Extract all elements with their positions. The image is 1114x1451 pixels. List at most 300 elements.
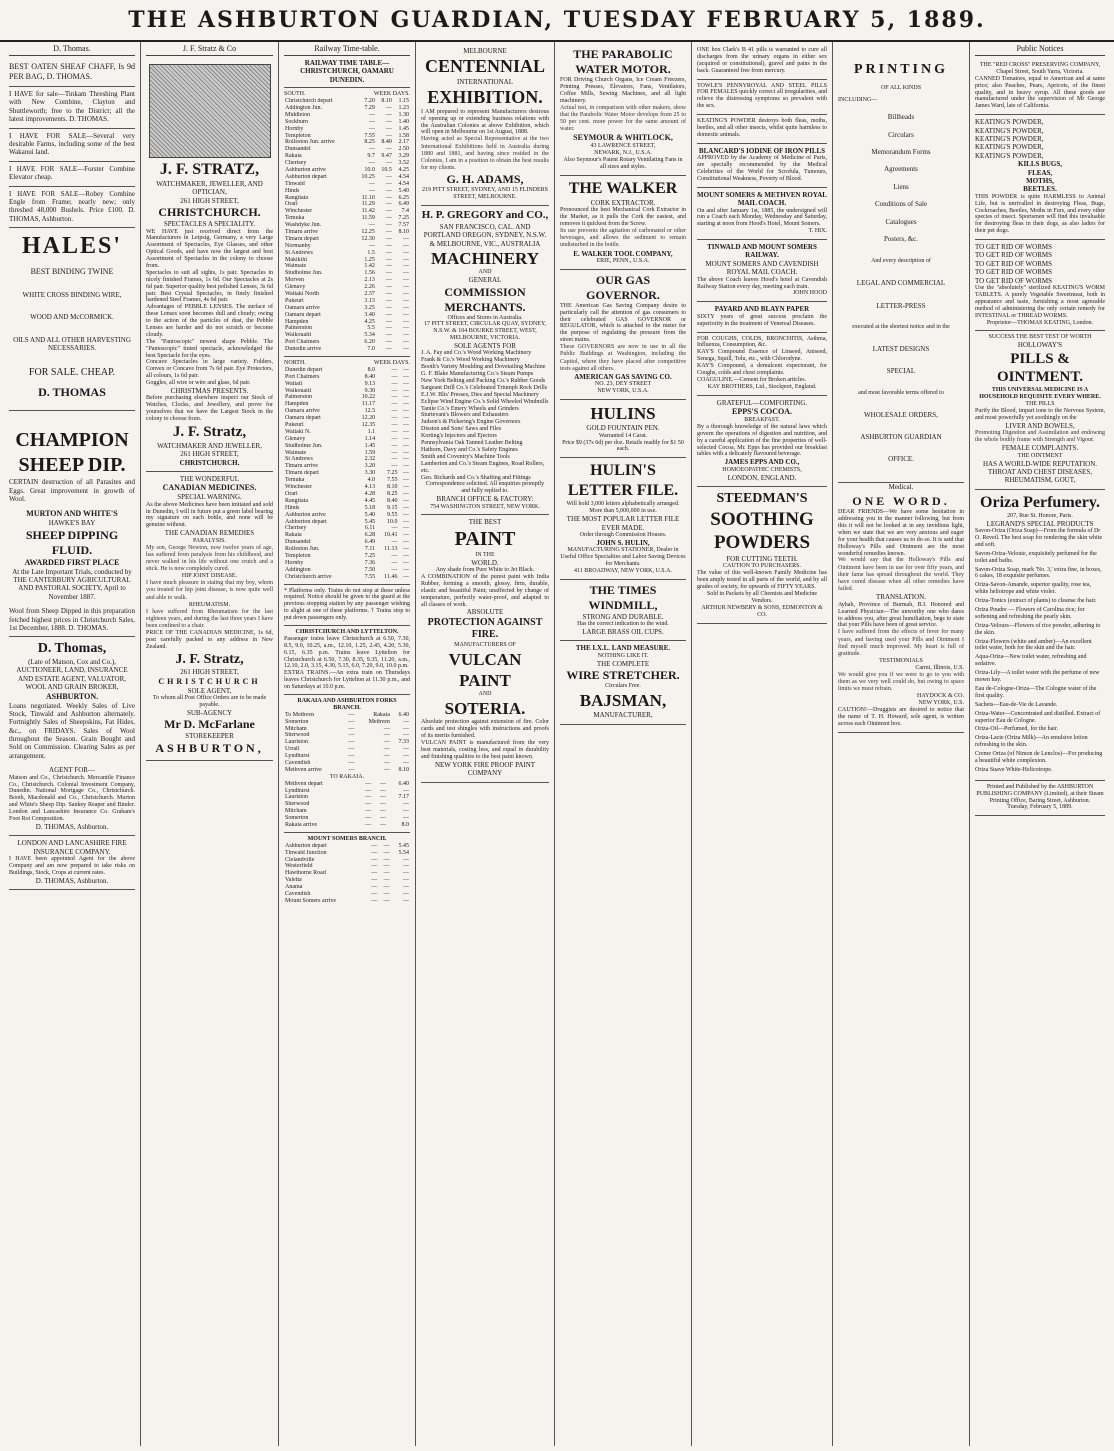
station-cell: Ashburton arrive — [285, 511, 326, 518]
washington-line: 754 WASHINGTON STREET, NEW YORK. — [430, 503, 540, 510]
time-cell: 7.33 — [398, 739, 409, 746]
south-row — [284, 222, 410, 229]
oriza-item: Oriza-Lacte (Oriza Milk)—An emulsive lotion refreshing to the skin. — [975, 735, 1088, 749]
time-cell: 8.0 — [367, 366, 376, 373]
station-cell: Waimate — [285, 263, 307, 270]
protection-line: PROTECTION AGAINST FIRE. — [427, 616, 543, 641]
time-cell: — — [385, 222, 392, 229]
time-cell: 7.57 — [398, 222, 409, 229]
time-cell: — — [385, 297, 392, 304]
extra-trains: EXTRA TRAINS.—An extra train on Thursdays leaves Christchurch for Lyttelton at 11.30 p.m., and on Saturdays at 10.0 p.m. — [284, 670, 410, 691]
column-1 — [4, 42, 141, 1446]
time-cell: — — [403, 884, 409, 891]
time-cell: — — [403, 566, 409, 573]
clarke-pills-ad: ONE box Clark's B 41 pills is warranted to cure all discharges from the urinary organs in either sex (acquired or constitutional), gravel and pains in the back. Guaranteed free from mercury. — [697, 44, 827, 80]
time-cell: — — [368, 242, 375, 249]
south-row — [284, 119, 410, 126]
dthomas-sign-2: D. THOMAS, Ashburton. — [35, 876, 109, 885]
centennial-line: CENTENNIAL — [424, 56, 546, 77]
station-cell: Oamaru depart — [285, 415, 321, 422]
station-cell: Rolleston Jun. arrive — [285, 139, 335, 146]
time-cell: 2.32 — [364, 456, 376, 463]
time-cell: — — [403, 891, 409, 898]
station-cell: Rakaia — [285, 153, 302, 160]
rakaia-row — [284, 726, 410, 733]
north-timetable — [284, 367, 410, 581]
time-cell: — — [403, 787, 409, 794]
correspondence-line: Correspondence solicited. All enquiries promptly and fully replied to. — [425, 481, 545, 495]
oriza-list — [975, 528, 1105, 774]
mount-row — [284, 857, 410, 864]
station-cell: Mount Somers arrive — [285, 897, 336, 904]
station-cell: Chertsey — [285, 160, 307, 167]
gregory-addr: SAN FRANCISCO, CAL. AND PORTLAND OREGON, SYDNEY, N.S.W. & MELBOURNE, VIC., AUSTRALIA — [423, 222, 547, 248]
trials-line: At the Late Important Trials, conducted by THE CANTERBURY AGRICULTURAL AND PASTORAL SOCIETY, April to November 1887. — [12, 567, 132, 601]
time-cell: — — [403, 559, 409, 566]
station-cell: Rolleston Jun. — [285, 546, 320, 553]
time-cell: — — [383, 842, 390, 849]
time-cell: 4.54 — [398, 180, 409, 187]
time-cell: — — [371, 849, 378, 856]
stratz-name: J. F. STRATZ, — [159, 161, 260, 178]
time-cell: — — [385, 339, 392, 346]
time-cell: 7.29 — [364, 104, 375, 111]
rakaia-row — [284, 712, 410, 719]
oriza-item: Sachets—Eau-de-Vie de Lavande. — [975, 701, 1058, 708]
station-cell: Sherwood — [285, 732, 310, 739]
time-cell: — — [371, 842, 378, 849]
correct-line: Has the correct indication to the wind. — [577, 621, 669, 628]
oriza-heading: Oriza Perfumery. — [980, 493, 1100, 511]
letter-file-body: Will hold 3,000 letters alphabetically arranged. More than 5,000,000 in use. — [566, 501, 680, 515]
elevator-ad: I HAVE FOR SALE—Forster Combine Elevator cheap. — [9, 162, 135, 187]
popular-line: THE MOST POPULAR LETTER FILE EVER MADE. — [566, 515, 680, 532]
station-cell: Rakaia — [285, 532, 302, 539]
oriza-item: Oriza-Lily—A toilet water with the perfume of new mown hay. — [975, 670, 1100, 684]
mount-somers-timetable — [284, 843, 410, 905]
time-cell: 11.29 — [361, 201, 375, 208]
worms-list — [975, 243, 1105, 285]
worms-line: TO GET RID OF WORMS — [975, 268, 1053, 277]
north-row — [284, 505, 410, 512]
column-3 — [279, 42, 416, 1446]
translation-body: Ayhab, Province of Burmah, B.I. Honored and Learned Physician—The unworthy one who dares to address you, after great humiliation, begs to state that your Pills have been of great service. — [838, 601, 964, 629]
teeth-line: FOR CUTTING TEETH. — [726, 555, 798, 564]
time-cell: — — [403, 394, 409, 401]
south-row — [284, 277, 410, 284]
pills-body: Purify the Blood, impart tone to the Nervous System, and most powerfully yet soothingly on the — [975, 407, 1105, 421]
station-cell: Ashburton depart — [285, 173, 327, 180]
combine-ad: I HAVE FOR SALE—Robey Combine Engle from Frame; nearly new; only threshed 48,000 Bushels. Price £100. D. THOMAS, Ashburton. — [9, 187, 135, 229]
spectacles-body: WE HAVE just received direct from the Manufacturers in Leipsig, Germany, a very Large Assortment of Spectacles, Eye Glasses, and other Optical Goods, and have now the largest and best Assortment of Spectacles in the colony to choose from. — [146, 228, 273, 270]
station-cell: Westerfield — [285, 863, 313, 870]
station-cell: Tinwald Junction — [285, 849, 327, 856]
station-cell: Mitcham — [285, 725, 307, 732]
commission-line: COMMISSION MERCHANTS. — [444, 284, 526, 314]
parabolic-heading: THE PARABOLIC WATER MOTOR. — [573, 47, 673, 76]
time-cell: 8.10 — [398, 766, 409, 773]
time-cell: 8.10 — [386, 484, 398, 491]
rakaia-row — [284, 760, 410, 767]
time-cell: — — [383, 870, 390, 877]
time-cell: — — [391, 463, 398, 470]
of-all-kinds-line: OF ALL KINDS — [880, 84, 922, 91]
time-cell: 10.0 — [386, 518, 398, 525]
stratz-city-3: CHRISTCHURCH — [158, 676, 261, 686]
dey-line: NO. 23, DEY STREET — [594, 381, 652, 388]
time-cell: 3.25 — [364, 304, 375, 311]
wood-line: WOOD AND McCORMICK. — [30, 313, 114, 322]
printing-item: Catalogues — [885, 217, 917, 226]
time-cell: 12.20 — [361, 415, 376, 422]
station-cell: Palmerston — [285, 394, 312, 401]
to-rakaia-row — [284, 781, 410, 788]
time-cell: 1.45 — [398, 125, 409, 132]
time-cell: — — [379, 794, 386, 801]
time-cell: — — [391, 401, 398, 408]
station-cell: Lauriston — [285, 794, 308, 801]
time-cell: — — [403, 366, 409, 373]
time-cell: 2.17 — [398, 139, 409, 146]
oriza-item: Eau de-Cologne-Oriza—The Cologne water of the first quality. — [975, 685, 1097, 699]
station-cell: Waitaki North — [285, 291, 320, 297]
station-cell: Rangitata — [285, 194, 308, 201]
north-row — [284, 443, 410, 450]
time-cell: 1.58 — [398, 132, 409, 139]
north-row — [284, 567, 410, 574]
gas-heading: OUR GAS GOVERNOR. — [586, 272, 660, 302]
mount-row — [284, 877, 410, 884]
seymour-name: SEYMOUR & WHITLOCK, — [573, 133, 673, 143]
station-cell: Addington Jun. — [285, 104, 323, 111]
time-cell: 7.11 — [364, 546, 376, 553]
station-cell: Mitcham — [285, 808, 307, 815]
time-cell: — — [403, 511, 409, 518]
oriza-item: Aqua-Oriza—New toilet water, refreshing and sedative. — [975, 654, 1087, 668]
station-cell: Cavendish — [285, 891, 311, 898]
throat-line: THROAT AND CHEST DISEASES, — [988, 468, 1092, 477]
time-cell: — — [403, 552, 409, 559]
time-cell: 7.25 — [386, 470, 398, 477]
south-row — [284, 215, 410, 222]
time-cell: — — [403, 504, 409, 511]
melbourne-line: MELBOURNE — [463, 47, 507, 55]
dthomas-heading: D. Thomas, — [37, 641, 107, 657]
north-row — [284, 367, 410, 374]
time-cell: 7.55 — [364, 132, 375, 139]
time-cell: 6.49 — [398, 201, 409, 208]
south-row — [284, 319, 410, 326]
time-cell: 11.17 — [361, 401, 376, 408]
lyttelton-heading: CHRISTCHURCH AND LYTTELTON. — [295, 628, 399, 635]
north-row — [284, 546, 410, 553]
station-cell: Lauriston — [285, 739, 308, 746]
time-cell: — — [403, 249, 409, 256]
rheum-line: RHEUMATISM, GOUT, — [1004, 476, 1076, 485]
time-cell: — — [403, 256, 409, 263]
time-cell: — — [348, 732, 355, 739]
time-cell: — — [403, 277, 409, 284]
time-cell: 9.13 — [364, 380, 376, 387]
time-cell: 12.30 — [361, 235, 375, 242]
station-cell: Lyndhurst — [285, 787, 310, 794]
oriza-item: Oriza Poudre — Flowers of Carolina rice; for softening and refreshing the pearly skin. — [975, 607, 1085, 620]
holloway-body: THIS UNIVERSAL MEDICINE IS A HOUSEHOLD REQUISITE EVERY WHERE. — [979, 387, 1101, 401]
kay-text-1: KAY'S Compound Essence of Linseed, Aniseed, Senega, Squill, Tolu, etc., with Chlorodyne. — [697, 349, 827, 363]
wonderful-line: THE WONDERFUL — [179, 474, 240, 483]
station-cell: Winchester — [285, 484, 313, 491]
kay-text-2: KAY'S Compound, a demulcent expectorant, for Coughs, colds and chest complaints. — [697, 363, 827, 376]
agent-item: E.J.W. Blis' Presses, Dies and Special Machinery — [421, 391, 539, 398]
time-cell: — — [403, 435, 409, 442]
south-row — [284, 312, 410, 319]
south-timetable — [284, 98, 410, 353]
steedman-line: STEEDMAN'S — [716, 491, 808, 507]
time-cell: — — [385, 208, 392, 215]
keating-line: KEATING'S POWDER, — [975, 143, 1044, 152]
south-row — [284, 284, 410, 291]
station-cell: Waikouaiti — [285, 387, 312, 394]
time-cell: 8.10 — [381, 98, 392, 105]
mount-row — [284, 863, 410, 870]
time-cell: 1.5 — [367, 249, 375, 256]
worms-line: TO GET RID OF WORMS — [975, 276, 1053, 285]
adams-name: G. H. ADAMS, — [446, 172, 524, 187]
jeweller-shop-engraving — [149, 64, 271, 158]
newark-line: NEWARK, N.J., U.S.A. — [594, 150, 652, 157]
time-cell: — — [348, 753, 355, 760]
time-cell: — — [391, 559, 398, 566]
station-cell: Ashburton arrive — [285, 166, 326, 173]
blayn-body: SIXTY years of great success proclaim the superiority in the treatment of Venereal Diseases. — [697, 313, 827, 327]
station-cell: Pukeuri — [285, 422, 304, 429]
printing-item: Memorandum Forms — [871, 148, 931, 157]
time-cell: 9.55 — [386, 511, 398, 518]
agent-item: Lamberton and Co.'s Steam Engines, Road Rollers, etc. — [421, 460, 545, 474]
time-cell: 9.7 — [367, 153, 375, 160]
station-cell: Port Chalmers — [285, 339, 320, 346]
pantoscopic-text: The "Pantoscopic" newest shape Pebble. The "Pantoscopic" tinted spectacle, acknowledged the best Spectacle for the eyes. — [146, 338, 273, 359]
column-8: Public Notices THE "RED CROSS" PRESERVING COMPANY, Chapel Street, South Yarra, Victoria. CANNED Tomatoes, equal to American and at same price; also Peaches, Pears, Apricots, of the finest quality, and in heavy syrup. All these goods are manufactured under the supervision of Mr George James Ward, late of California. KEATING'S POWDER, KEATING'S POWDER, KEATING'S POWDER, KEATING'S POWDER, KEATING'S POWDER, KILLS BUGS, FLEAS, MOTHS, BEETLES. THIS POWDER is quite HARMLESS to Animal Life, but is unrivalled in destroying Fleas, Bugs, Cockroaches, Beetles, Moths in Furs, and every other species of insect. Sportsmen will find this invaluable for destroying fleas in their dogs, as also ladies for their pet dogs. TO GET RID OF WORMS TO GET RID OF WORMS TO GET RID OF WORMS TO GET RID OF WORMS TO GET RID OF WORMS Use the "absolutely" sterilized KEATING'S WORM TABLETS. A purely Vegetable Sweetmeat, both in appearance and taste, furnishing a most agreeable method of administering the only certain remedy for INTESTINAL or THREAD WORMS. Proprietor—THOMAS KEATING, London. SUCCESS THE BEST TEST OF WORTH HOLLOWAY'S PILLS & OINTMENT. THIS UNIVERSAL MEDICINE IS A HOUSEHOLD REQUISITE EVERY WHERE. THE PILLS Purify the Blood, impart tone to the Nervous System, and most powerfully yet soothingly on the LIVER AND BOWELS, Promoting Digestion and Assimilation and endowing the whole bodily frame with Strength and Vigour. FEMALE COMPLAINTS. THE OINTMENT HAS A WORLD-WIDE REPUTATION. THROAT AND CHEST DISEASES, RHEUMATISM, GOUT, Oriza Perfumery. 207, Rue St. Honore, Paris. LEGRAND'S SPECIAL PRODUCTS Savon-Oriza (Oriza Soap)—From the formula of Dr O. Reveil. The best soap for rendering the skin white and soft. Savon-Oriza-Veloute, exquisitely perfumed for the toilet and baths. Savon-Oriza Soap, mark 'No. 3,' extra fine, in boxes, 6 cakes, 18 exquisite perfumes. Oriza-Savon-Amande, superior quality, rose tea, white heliotrope and white violet. Oriza-Tonics (extract of plants) to cleanse the hair. Oriza Poudre — Flowers of Carolina rice; for softening and refreshing the pearly skin. Oriza-Velours—Flowers of rice powder, adhering to the skin. Oriza-Flowers (white and amber)—An excellent toilet water, both for the skin and the hair. Aqua-Oriza—New toilet water, refreshing and sedative. Oriza-Lily—A toilet water with the perfume of new mown hay. Eau de-Cologne-Oriza—The Cologne water of the first quality. Sachets—Eau-de-Vie de Lavande. Oriza-Water—Concentrated and distilled. Extract of superior Eau de Cologne. Oriza-Oil—Perfumed, for the hair. Oriza-Lacte (Oriza Milk)—An emulsive lotion refreshing to the skin. Creme Oriza (of Nimon de Lenclos)—For producing a beautiful white complexion. Oriza Suave White-Helicotrope. Printed and Published by the ASHBURTON PUBLISHING COMPANY (Limited), at their Steam Printing Office, Baring Street, Ashburton. Tuesday, February 5, 1889. — [970, 42, 1110, 1446]
station-cell: Rakaia arrive — [285, 822, 318, 829]
murton-line: MURTON AND WHITE'S — [26, 509, 118, 519]
international-line: INTERNATIONAL — [457, 77, 513, 86]
steedman-body: The value of this well-known Family Medicine has been amply tested in all parts of the world, and by all grades of society, for upwards of FIFTY YEARS. — [697, 570, 827, 591]
time-cell: — — [385, 194, 392, 201]
printed-line: Printed and Published by the ASHBURTON PUBLISHING COMPANY (Limited), at their Steam Printing Office, Baring Street, Ashburton. — [976, 783, 1104, 804]
time-cell: — — [385, 332, 392, 339]
time-cell: — — [403, 746, 409, 753]
south-row — [284, 263, 410, 270]
time-cell: — — [391, 456, 398, 463]
time-cell: — — [403, 242, 409, 249]
time-cell: — — [385, 201, 392, 208]
ixl-heading: THE I.X.L. LAND MEASURE. — [575, 644, 671, 653]
time-cell: — — [403, 235, 409, 242]
mcfarlane-line: Mr D. McFarlane — [164, 717, 255, 732]
mount-somers-heading: MOUNT SOMERS & METHVEN ROYAL MAIL COACH. — [697, 190, 827, 208]
time-cell: — — [391, 428, 398, 435]
station-cell: Rangitata — [285, 497, 308, 504]
stratz-street: 261 HIGH STREET, — [180, 196, 239, 205]
hulin-name: JOHN S. HULIN, — [596, 538, 650, 547]
time-cell: 8.40 — [364, 373, 376, 380]
threshing-plant-ad: I HAVE for sale—Tinkam Threshing Plant with New Combine, Clayton and Shuttleworth; free to the District; all the latest improvements. D. THOMAS. — [9, 87, 135, 129]
christmas-body: Before purchasing elsewhere inspect our Stock of Watches, Clocks, and Jewellery, and prove for yourselves that we have the Largest Stock in the colony to choose from. — [146, 395, 273, 423]
time-cell: — — [365, 780, 372, 787]
goggles-text: Goggles, all wire or wire and glass, 6d pair. — [146, 380, 251, 387]
time-cell: — — [403, 870, 409, 877]
time-cell: 5.40 — [364, 511, 376, 518]
oils-line: OILS AND ALL OTHER HARVESTING NECESSARIES. — [13, 335, 131, 353]
time-cell: — — [379, 801, 386, 808]
general-line: GENERAL — [468, 276, 502, 285]
time-cell: — — [348, 760, 355, 766]
storekeeper-line: STOREKEEPER — [185, 732, 234, 741]
time-cell: 9.15 — [386, 504, 398, 511]
time-cell: — — [383, 725, 390, 732]
time-cell: — — [391, 422, 398, 429]
time-cell: 1.14 — [364, 435, 376, 442]
manufacturer-line: MANUFACTURER, — [593, 711, 653, 720]
station-cell: Dunedin arrive — [285, 346, 322, 353]
south-row — [284, 257, 410, 264]
and-line-2: AND — [478, 691, 492, 698]
station-cell: Anama — [285, 884, 303, 891]
time-cell: — — [379, 822, 386, 829]
north-row — [284, 539, 410, 546]
time-cell: 2.37 — [364, 291, 375, 297]
grateful-line: GRATEFUL—COMFORTING. — [716, 398, 808, 407]
station-cell: Somerton — [285, 718, 309, 725]
time-cell: — — [403, 863, 409, 870]
column-header: Railway Time-table. — [284, 44, 410, 56]
time-cell: 7.25 — [398, 215, 409, 222]
time-cell: — — [348, 718, 355, 725]
time-cell: — — [365, 808, 372, 815]
north-row — [284, 415, 410, 422]
south-row — [284, 167, 410, 174]
south-row — [284, 105, 410, 112]
in-the-line: IN THE — [475, 551, 495, 558]
north-row — [284, 456, 410, 463]
printing-item: Billheads — [887, 113, 915, 122]
worms-line: TO GET RID OF WORMS — [975, 243, 1053, 252]
timetable-notes: * Platforms only. Trains do not stop at these unless required. Notice should be given to the guard at the previous stopping station by any passenger wishing to alight at one of these platforms. † Trains stop to put down passengers only. — [284, 587, 410, 622]
station-cell: Orari — [285, 490, 298, 497]
column-header: D. Thomas. — [9, 44, 135, 56]
north-row — [284, 512, 410, 519]
time-cell: 2.50 — [398, 146, 409, 153]
time-cell: 3.40 — [364, 311, 375, 318]
time-cell: 4.25 — [398, 166, 409, 173]
time-cell: 3.52 — [398, 160, 409, 167]
oriza-item: Oriza-Savon-Amande, superior quality, rose tea, white heliotrope and white violet. — [975, 582, 1092, 596]
south-row — [284, 243, 410, 250]
medical-heading: Medical. — [888, 482, 914, 491]
kay-bros-line: KAY BROTHERS, Ltd., Stockport, England. — [707, 383, 817, 390]
time-cell: — — [385, 249, 392, 256]
latest-designs-line: LATEST DESIGNS — [872, 344, 930, 353]
station-cell: Hawthorne Road — [285, 870, 326, 877]
time-cell: — — [403, 387, 409, 394]
oriza-item: Oriza-Oil—Perfumed, for the hair. — [975, 726, 1059, 733]
awarded-line: AWARDED FIRST PLACE — [24, 557, 120, 567]
to-rakaia-row — [284, 801, 410, 808]
station-cell: Dunsandel — [285, 146, 311, 153]
north-row — [284, 450, 410, 457]
time-cell: — — [368, 160, 375, 167]
time-cell: — — [403, 484, 409, 491]
north-row — [284, 436, 410, 443]
time-cell: — — [385, 284, 392, 291]
time-cell: — — [385, 132, 392, 139]
spectacle-prices: Spectacles to suit all sights, 1s pair. Spectacles in nicely finished Frames, 1s 6d. Our Spectacles at 2s 6d pair. Superior quality best polished Lenses, 3s 6d pair. Best Crystal Spectacles, in finely finished hardened Steel Frames, 4s 6d pair. — [146, 269, 273, 304]
station-cell: Timaru depart — [285, 470, 319, 477]
time-cell: — — [391, 387, 398, 394]
warning-line: SPECIAL WARNING. — [177, 493, 242, 502]
late-of-line: (Late of Matson, Cox and Co.), — [28, 657, 116, 666]
time-cell: — — [403, 525, 409, 532]
chaff-ad: BEST OATEN SHEAF CHAFF, Is 9d PER BAG, D. THOMAS. — [9, 59, 135, 87]
station-cell: Somerton — [285, 815, 309, 822]
time-cell: — — [348, 725, 355, 732]
fleas-line: FLEAS, — [1027, 168, 1053, 177]
keating-line: KEATING'S POWDER, — [975, 118, 1044, 127]
appointed-text: I HAVE been appointed Agent for the above Company and am now prepared to take risks on Buildings, Stock, Crops at current rates. — [9, 856, 135, 876]
time-cell: — — [365, 794, 372, 801]
machinery-line: MACHINERY — [430, 248, 539, 268]
certain-text: CERTAIN destruction of all Parasites and Eggs. Great improvement in growth of Wool. — [9, 478, 135, 503]
time-cell: 4.28 — [364, 490, 376, 497]
time-cell: — — [391, 394, 398, 401]
cups-line: LARGE BRASS OIL CUPS. — [582, 628, 664, 637]
letterpress-line: LETTER-PRESS — [876, 301, 926, 310]
canned-body: CANNED Tomatoes, equal to American and at same price; also Peaches, Pears, Apricots, of the finest quality, and in heavy syrup. All these goods are manufactured under the supervision of Mr George James Ward, late of California. — [975, 75, 1105, 110]
to-rakaia-timetable — [284, 781, 410, 829]
agent-item: Pennsylvania Oak Tanned Leather Belting — [421, 440, 523, 447]
soteria-body: Absolute protection against extension of fire. Color cards and test shingles with instructions and proofs of its merits furnished. — [421, 719, 549, 740]
time-cell: — — [403, 477, 409, 484]
kills-line: KILLS BUGS, — [1018, 160, 1062, 169]
time-cell: 10.0 — [364, 166, 375, 173]
time-cell: — — [403, 449, 409, 456]
epps-body: By a thorough knowledge of the natural laws which govern the operations of digestion and nutrition, and by a careful application of the fine properties of well-selected Cocoa, Mr. Epps has provided our breakfast tables with a delicately flavoured beverage. — [697, 423, 827, 458]
time-cell: — — [371, 870, 378, 877]
weekdays-label-2: WEEK DAYS. — [373, 360, 410, 367]
time-cell: — — [403, 422, 409, 429]
oriza-item: Creme Oriza (of Nimon de Lenclos)—For producing a beautiful white complexion. — [975, 751, 1103, 764]
oriza-item: Oriza-Tonics (extract of plants) to cleanse the hair. — [975, 598, 1097, 605]
station-cell: Timaru arrive — [285, 463, 318, 470]
agent-item: Frank & Co.'s Wood Working Machinery — [421, 357, 520, 364]
station-cell: Hampden — [285, 401, 309, 408]
time-cell: — — [403, 339, 409, 346]
legrand-line: LEGRAND'S SPECIAL PRODUCTS — [986, 519, 1094, 528]
dthomas-sign: D. THOMAS, Ashburton. — [35, 822, 109, 831]
letter-file-heading: HULIN'S LETTER FILE. — [567, 462, 679, 500]
station-cell: Hinds — [285, 187, 300, 194]
complete-line: THE COMPLETE — [596, 659, 650, 668]
mount-row — [284, 891, 410, 898]
mount-row — [284, 870, 410, 877]
station-cell: Morven — [285, 277, 304, 284]
time-cell: — — [385, 263, 392, 270]
mount-somers-body: On and after January 1st, 1885, the undersigned will run a Coach each Monday, Wednesday and Saturday, starting at noon from Hood's Hotel, Mount Somers. — [697, 207, 827, 228]
time-cell: 5.18 — [364, 504, 376, 511]
makers-line: MANUFACTURERS OF — [454, 641, 516, 648]
time-cell: — — [403, 270, 409, 277]
